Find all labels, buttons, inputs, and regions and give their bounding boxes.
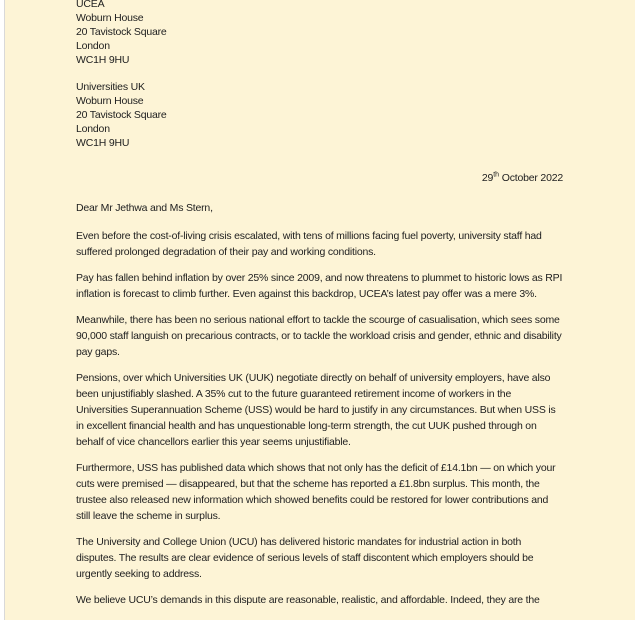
paragraph-cost-of-living: Even before the cost-of-living crisis escalated, with tens of millions facing fuel poverty, university staff had suffered prolonged degradation of their pay and working conditions. xyxy=(76,230,542,258)
address-line: London xyxy=(76,40,110,52)
address-line: UCEA xyxy=(76,0,105,10)
paragraph-casualisation: Meanwhile, there has been no serious national effort to tackle the scourge of casualisation, which sees some 90,000 staff languish on precarious contracts, or to tackle the workload crisis and gender, ethnic and disability pay gaps. xyxy=(76,314,562,358)
letter-page xyxy=(4,0,635,620)
address-line: London xyxy=(76,123,110,135)
address-line: 20 Tavistock Square xyxy=(76,109,167,121)
address-line: 20 Tavistock Square xyxy=(76,26,167,38)
address-line: Universities UK xyxy=(76,81,145,93)
paragraph-ucu-mandates: The University and College Union (UCU) has delivered historic mandates for industrial action in both disputes. The results are clear evidence of serious levels of staff discontent which employers should be urgently seeking to address. xyxy=(76,536,534,580)
salutation: Dear Mr Jethwa and Ms Stern, xyxy=(76,202,213,214)
address-line: WC1H 9HU xyxy=(76,54,130,66)
recipient-address-ucea xyxy=(76,0,563,67)
recipient-address-uuk xyxy=(76,80,563,150)
address-line: Woburn House xyxy=(76,95,144,107)
paragraph-uss-surplus: Furthermore, USS has published data which shows that not only has the deficit of £14.1bn — on which your cuts were premised — disappeared, but that the scheme has reported a £1.8bn surplus. This month, the trustee also released new information which showed benefits could be restored for lower contributions and still leave the scheme in surplus. xyxy=(76,462,556,522)
paragraph-pensions: Pensions, over which Universities UK (UUK) negotiate directly on behalf of university employers, have also been unjustifiably slashed. A 35% cut to the future guaranteed retirement income of workers in the Universities Superannuation Scheme (USS) would be hard to justify in any circumstances. But when USS is in excellent financial health and has unquestionable long-term strength, the cut UUK pushed through on behalf of vice chancellors earlier this year seems unjustifiable. xyxy=(76,372,556,448)
letter-date xyxy=(76,170,563,186)
paragraph-ucu-demands: We believe UCU’s demands in this dispute are reasonable, realistic, and affordable. Indeed, they are the xyxy=(76,594,540,606)
address-line: WC1H 9HU xyxy=(76,137,130,149)
paragraph-pay-inflation: Pay has fallen behind inflation by over 25% since 2009, and now threatens to plummet to historic lows as RPI inflation is forecast to climb further. Even against this backdrop, UCEA’s latest pay offer was a mere 3%. xyxy=(76,272,563,300)
letter-content xyxy=(76,0,563,608)
date-rest: October 2022 xyxy=(499,172,563,184)
address-line: Woburn House xyxy=(76,12,144,24)
date-ordinal: th xyxy=(493,171,500,179)
date-day: 29 xyxy=(481,172,494,184)
